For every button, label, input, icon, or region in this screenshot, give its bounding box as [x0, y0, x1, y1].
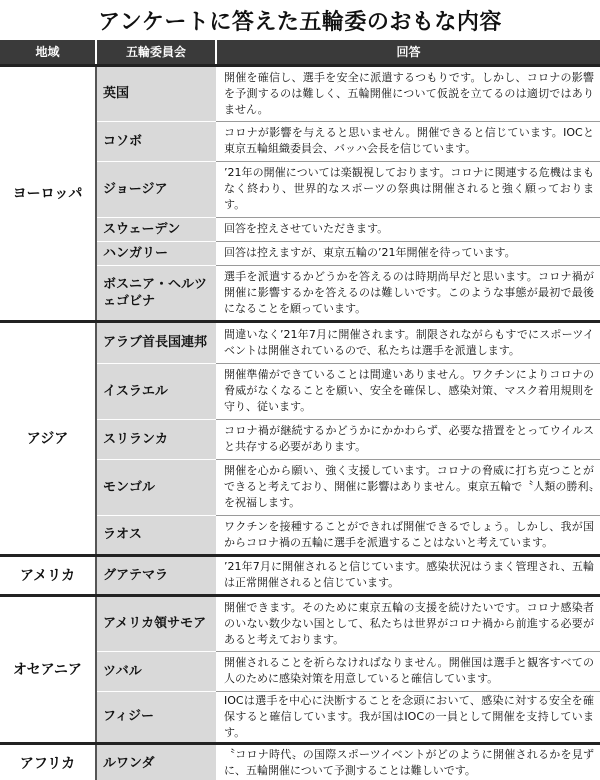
- country-cell: イスラエル: [96, 363, 216, 419]
- country-cell: ツバル: [96, 651, 216, 691]
- answer-cell: コロナ禍が継続するかどうかにかかわらず、必要な措置をとってウイルスと共存する必要があります。: [216, 419, 600, 459]
- country-cell: ジョージア: [96, 161, 216, 217]
- country-cell: コソボ: [96, 121, 216, 161]
- country-cell: アメリカ領サモア: [96, 595, 216, 651]
- answer-cell: 開催できます。そのために東京五輪の支援を続けたいです。コロナ感染者のいない数少ない国として、私たちは世界がコロナ禍から前進する必要があると考えております。: [216, 595, 600, 651]
- region-cell: オセアニア: [0, 595, 96, 743]
- table-row: [0, 555, 600, 595]
- table-header-row: [0, 40, 600, 65]
- region-cell: アフリカ: [0, 743, 96, 780]
- country-cell: グアテマラ: [96, 555, 216, 595]
- answer-cell: 間違いなく’21年7月に開催されます。制限されながらもすでにスポーツイベントは開催されているので、私たちは選手を派遣します。: [216, 321, 600, 363]
- answer-cell: 選手を派遣するかどうかを答えるのは時期尚早だと思います。コロナ禍が開催に影響するかを答えるのは難しいです。このような事態が最初で最後になることを願っています。: [216, 265, 600, 321]
- country-cell: モンゴル: [96, 459, 216, 515]
- page-title: アンケートに答えた五輪委のおもな内容: [98, 9, 502, 35]
- answer-cell: コロナが影響を与えると思いません。開催できると信じています。IOCと東京五輪組織委員会、バッハ会長を信じています。: [216, 121, 600, 161]
- country-cell: ラオス: [96, 515, 216, 555]
- answer-cell: 開催準備ができていることは間違いありません。ワクチンによりコロナの脅威がなくなることを願い、安全を確保し、感染対策、マスク着用規則を守り、従います。: [216, 363, 600, 419]
- country-cell: スリランカ: [96, 419, 216, 459]
- answer-cell: 〝コロナ時代〟の国際スポーツイベントがどのように開催されるかを見ずに、五輪開催について予測することは難しいです。: [216, 743, 600, 780]
- country-cell: ルワンダ: [96, 743, 216, 780]
- header-region: 地域: [0, 40, 96, 65]
- table-row: [0, 321, 600, 363]
- survey-table: [0, 40, 600, 780]
- region-cell: アジア: [0, 321, 96, 555]
- answer-cell: 開催を心から願い、強く支援しています。コロナの脅威に打ち克つことができると考えており、開催に影響はありません。東京五輪で〝人類の勝利〟を祝福します。: [216, 459, 600, 515]
- answer-cell: ’21年の開催については楽観視しております。コロナに関連する危機はまもなく終わり、世界的なスポーツの祭典は開催されると強く願っております。: [216, 161, 600, 217]
- table-row: [0, 743, 600, 780]
- country-cell: スウェーデン: [96, 217, 216, 241]
- table-row: [0, 595, 600, 651]
- answer-cell: IOCは選手を中心に決断することを念頭において、感染に対する安全を確保すると確信しています。我が国はIOCの一員として開催を支持しています。: [216, 691, 600, 743]
- country-cell: アラブ首長国連邦: [96, 321, 216, 363]
- header-committee: 五輪委員会: [96, 40, 216, 65]
- country-cell: フィジー: [96, 691, 216, 743]
- answer-cell: 回答を控えさせていただきます。: [216, 217, 600, 241]
- country-cell: 英国: [96, 65, 216, 121]
- country-cell: ボスニア・ヘルツェゴビナ: [96, 265, 216, 321]
- region-cell: アメリカ: [0, 555, 96, 595]
- header-answer: 回答: [216, 40, 600, 65]
- answer-cell: ワクチンを接種することができれば開催できるでしょう。しかし、我が国からコロナ禍の五輪に選手を派遣することはないと考えています。: [216, 515, 600, 555]
- answer-cell: 開催を確信し、選手を安全に派遣するつもりです。しかし、コロナの影響を予測するのは難しく、五輪開催について仮説を立てるのは適切ではありません。: [216, 65, 600, 121]
- answer-cell: ’21年7月に開催されると信じています。感染状況はうまく管理され、五輪は正常開催されると信じています。: [216, 555, 600, 595]
- country-cell: ハンガリー: [96, 241, 216, 265]
- table-row: [0, 65, 600, 121]
- region-cell: ヨーロッパ: [0, 65, 96, 321]
- answer-cell: 開催されることを祈らなければなりません。開催国は選手と観客すべての人のために感染対策を用意していると確信しています。: [216, 651, 600, 691]
- answer-cell: 回答は控えますが、東京五輪の’21年開催を待っています。: [216, 241, 600, 265]
